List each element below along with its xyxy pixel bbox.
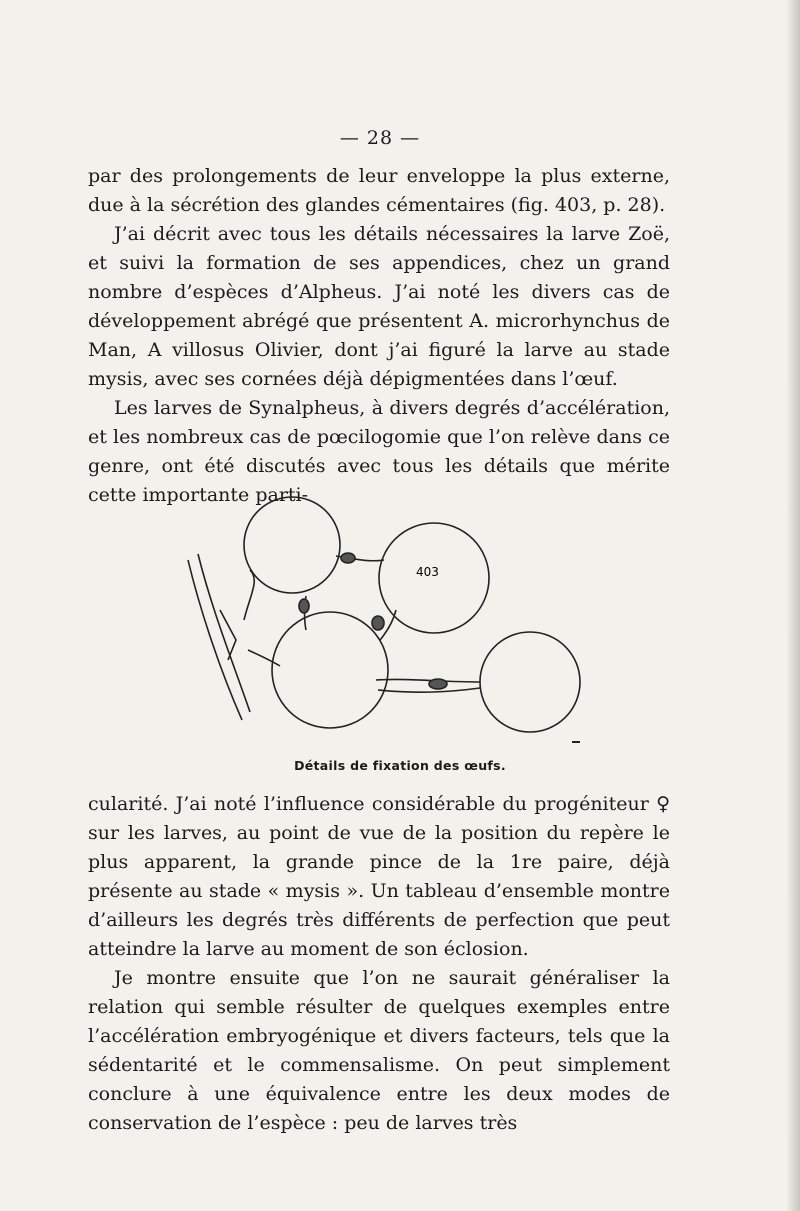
paragraph: Je montre ensuite que l’on ne saurait généraliser la relation qui semble résulter de quelques exemples entre l’accélération embryogénique et divers facteurs, tels que la sédentarité et le commensalisme. On peut simplement conclure à une équivalence entre les deux modes de conservation de l’espèce : peu de larves très: [88, 967, 670, 1134]
paragraph: J’ai décrit avec tous les détails nécessaires la larve Zoë, et suivi la formation de ses appendices, chez un grand nombre d’espèces d’Alpheus. J’ai noté les divers cas de développement abrégé que présentent A. microrhynchus de Man, A villosus Olivier, dont j’ai figuré la larve au stade mysis, avec ses cornées déjà dépigmentées dans l’œuf.: [88, 223, 670, 390]
paragraph: cularité. J’ai noté l’influence considérable du progéniteur ♀ sur les larves, au point de vue de la position du repère le plus apparent, la grande pince de la 1re paire, déjà présente au stade « mysis ». Un tableau d’ensemble montre d’ailleurs les degrés très différents de perfection que peut atteindre la larve au moment de son éclosion.: [88, 793, 670, 960]
egg-upper-left: [244, 497, 340, 593]
egg-fixation-figure: [180, 490, 600, 750]
egg-lower: [272, 612, 388, 728]
egg-far-right: [480, 632, 580, 732]
figure-caption: Détails de fixation des œufs.: [294, 758, 506, 773]
paragraph: Les larves de Synalpheus, à divers degrés d’accélération, et les nombreux cas de pœcilogomie que l’on relève dans ce genre, ont été discutés avec tous les détails que mérite cette importante parti-: [88, 397, 670, 506]
text-block-top: [88, 162, 670, 510]
page-number: — 28 —: [339, 127, 421, 149]
page-edge: [786, 0, 800, 1211]
text-block-bottom: [88, 790, 670, 1138]
figure-label: 403: [416, 565, 439, 579]
paragraph: par des prolongements de leur enveloppe la plus externe, due à la sécrétion des glandes cémentaires (fig. 403, p. 28).: [88, 165, 670, 216]
